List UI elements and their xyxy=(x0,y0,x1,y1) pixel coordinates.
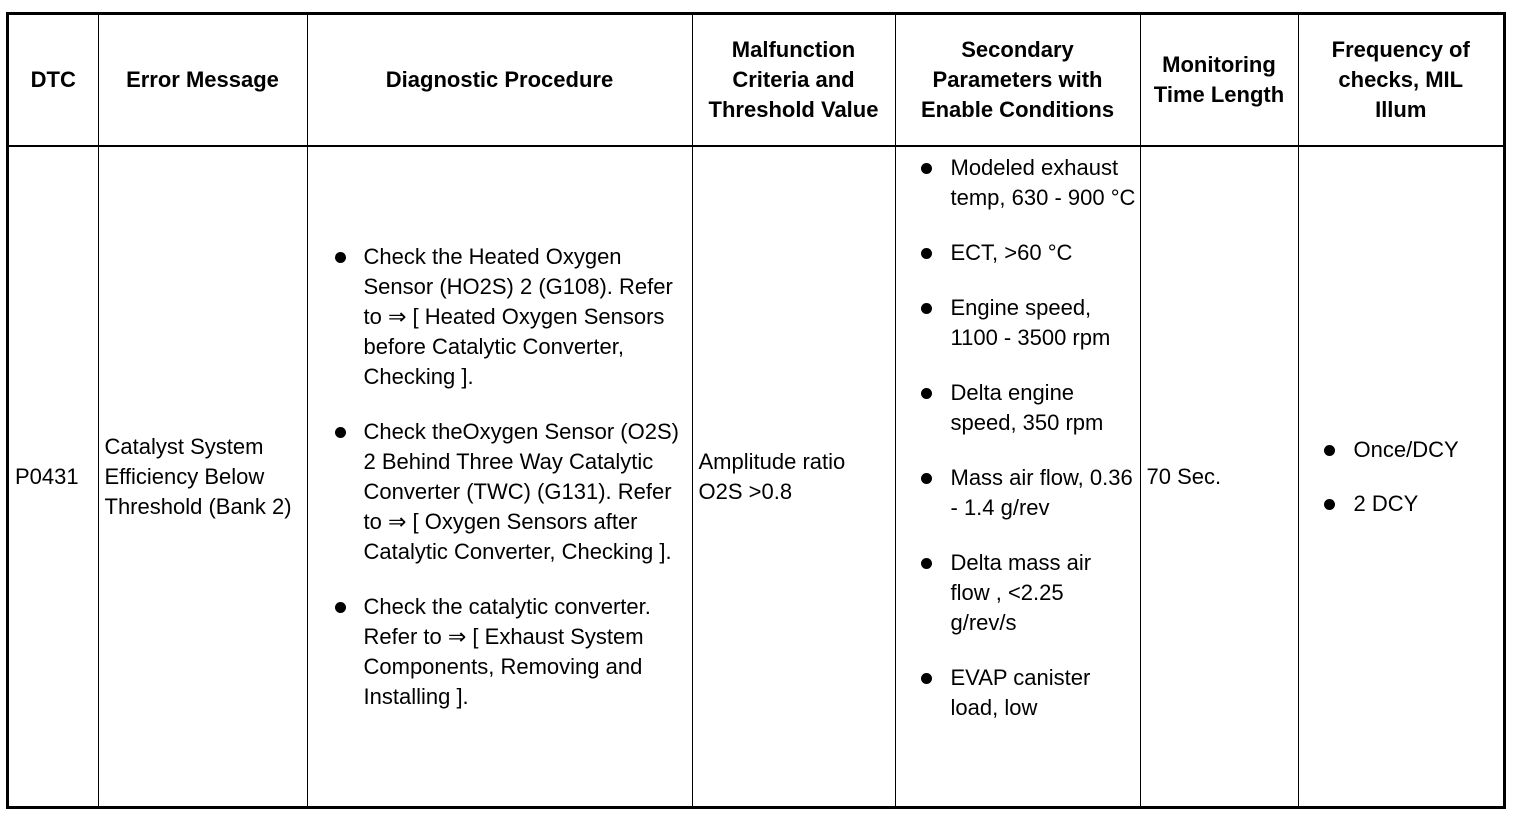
dtc-table xyxy=(9,15,1503,806)
frequency-item: Once/DCY xyxy=(1353,436,1459,462)
bullet-icon xyxy=(335,427,346,438)
bullet-icon xyxy=(1324,445,1335,456)
frequency-item: 2 DCY xyxy=(1353,490,1419,516)
header-secondary-parameters: Secondary Parameters with Enable Conditions xyxy=(895,15,1140,146)
bullet-icon xyxy=(921,248,932,259)
parameter-item: Modeled exhaust temp, 630 - 900 °C xyxy=(950,155,1136,210)
parameter-item: Engine speed, 1100 - 3500 rpm xyxy=(950,295,1111,350)
parameter-item: EVAP canister load, low xyxy=(950,665,1091,720)
parameter-item: Mass air flow, 0.36 - 1.4 g/rev xyxy=(950,465,1133,520)
list-item xyxy=(308,242,688,392)
header-diagnostic-procedure: Diagnostic Procedure xyxy=(307,15,692,146)
header-error-message: Error Message xyxy=(98,15,307,146)
bullet-icon xyxy=(921,303,932,314)
bullet-icon xyxy=(921,473,932,484)
list-item xyxy=(1299,489,1504,519)
frequency-list xyxy=(1299,435,1504,519)
header-monitoring-time: Monitoring Time Length xyxy=(1140,15,1298,146)
bullet-icon xyxy=(335,252,346,263)
bullet-icon xyxy=(921,673,932,684)
secondary-parameters-cell xyxy=(895,146,1140,806)
bullet-icon xyxy=(335,602,346,613)
list-item xyxy=(896,378,1136,438)
monitoring-time: 70 Sec. xyxy=(1140,146,1298,806)
list-item xyxy=(896,463,1136,523)
parameters-list xyxy=(896,153,1136,723)
procedure-list xyxy=(308,242,688,712)
list-item xyxy=(308,592,688,712)
bullet-icon xyxy=(1324,499,1335,510)
dtc-code: P0431 xyxy=(9,146,98,806)
frequency-cell xyxy=(1298,146,1503,806)
list-item xyxy=(896,293,1136,353)
header-frequency: Frequency of checks, MIL Illum xyxy=(1298,15,1503,146)
header-dtc: DTC xyxy=(9,15,98,146)
parameter-item: Delta mass air flow , <2.25 g/rev/s xyxy=(950,550,1092,635)
header-malfunction-criteria: Malfunction Criteria and Threshold Value xyxy=(692,15,895,146)
diagnostic-procedure-cell xyxy=(307,146,692,806)
header-row xyxy=(9,15,1503,146)
list-item xyxy=(1299,435,1504,465)
table-row xyxy=(9,146,1503,806)
procedure-step: Check theOxygen Sensor (O2S) 2 Behind Three Way Catalytic Converter (TWC) (G131). Refer to ⇒ [ Oxygen Sensors after Catalytic Converter, Checking ]. xyxy=(363,418,679,564)
malfunction-criteria: Amplitude ratio O2S >0.8 xyxy=(692,146,895,806)
list-item xyxy=(896,548,1136,638)
list-item xyxy=(896,238,1136,268)
error-message: Catalyst System Efficiency Below Threshold (Bank 2) xyxy=(98,146,307,806)
list-item xyxy=(896,153,1136,213)
bullet-icon xyxy=(921,388,932,399)
bullet-icon xyxy=(921,558,932,569)
bullet-icon xyxy=(921,163,932,174)
parameter-item: ECT, >60 °C xyxy=(950,240,1073,265)
procedure-step: Check the Heated Oxygen Sensor (HO2S) 2 (G108). Refer to ⇒ [ Heated Oxygen Sensors before Catalytic Converter, Checking ]. xyxy=(363,243,673,389)
procedure-step: Check the catalytic converter. Refer to ⇒ [ Exhaust System Components, Removing and Installing ]. xyxy=(363,593,651,709)
list-item xyxy=(896,663,1136,723)
list-item xyxy=(308,417,688,567)
parameter-item: Delta engine speed, 350 rpm xyxy=(950,380,1104,435)
dtc-table-frame xyxy=(6,12,1506,809)
